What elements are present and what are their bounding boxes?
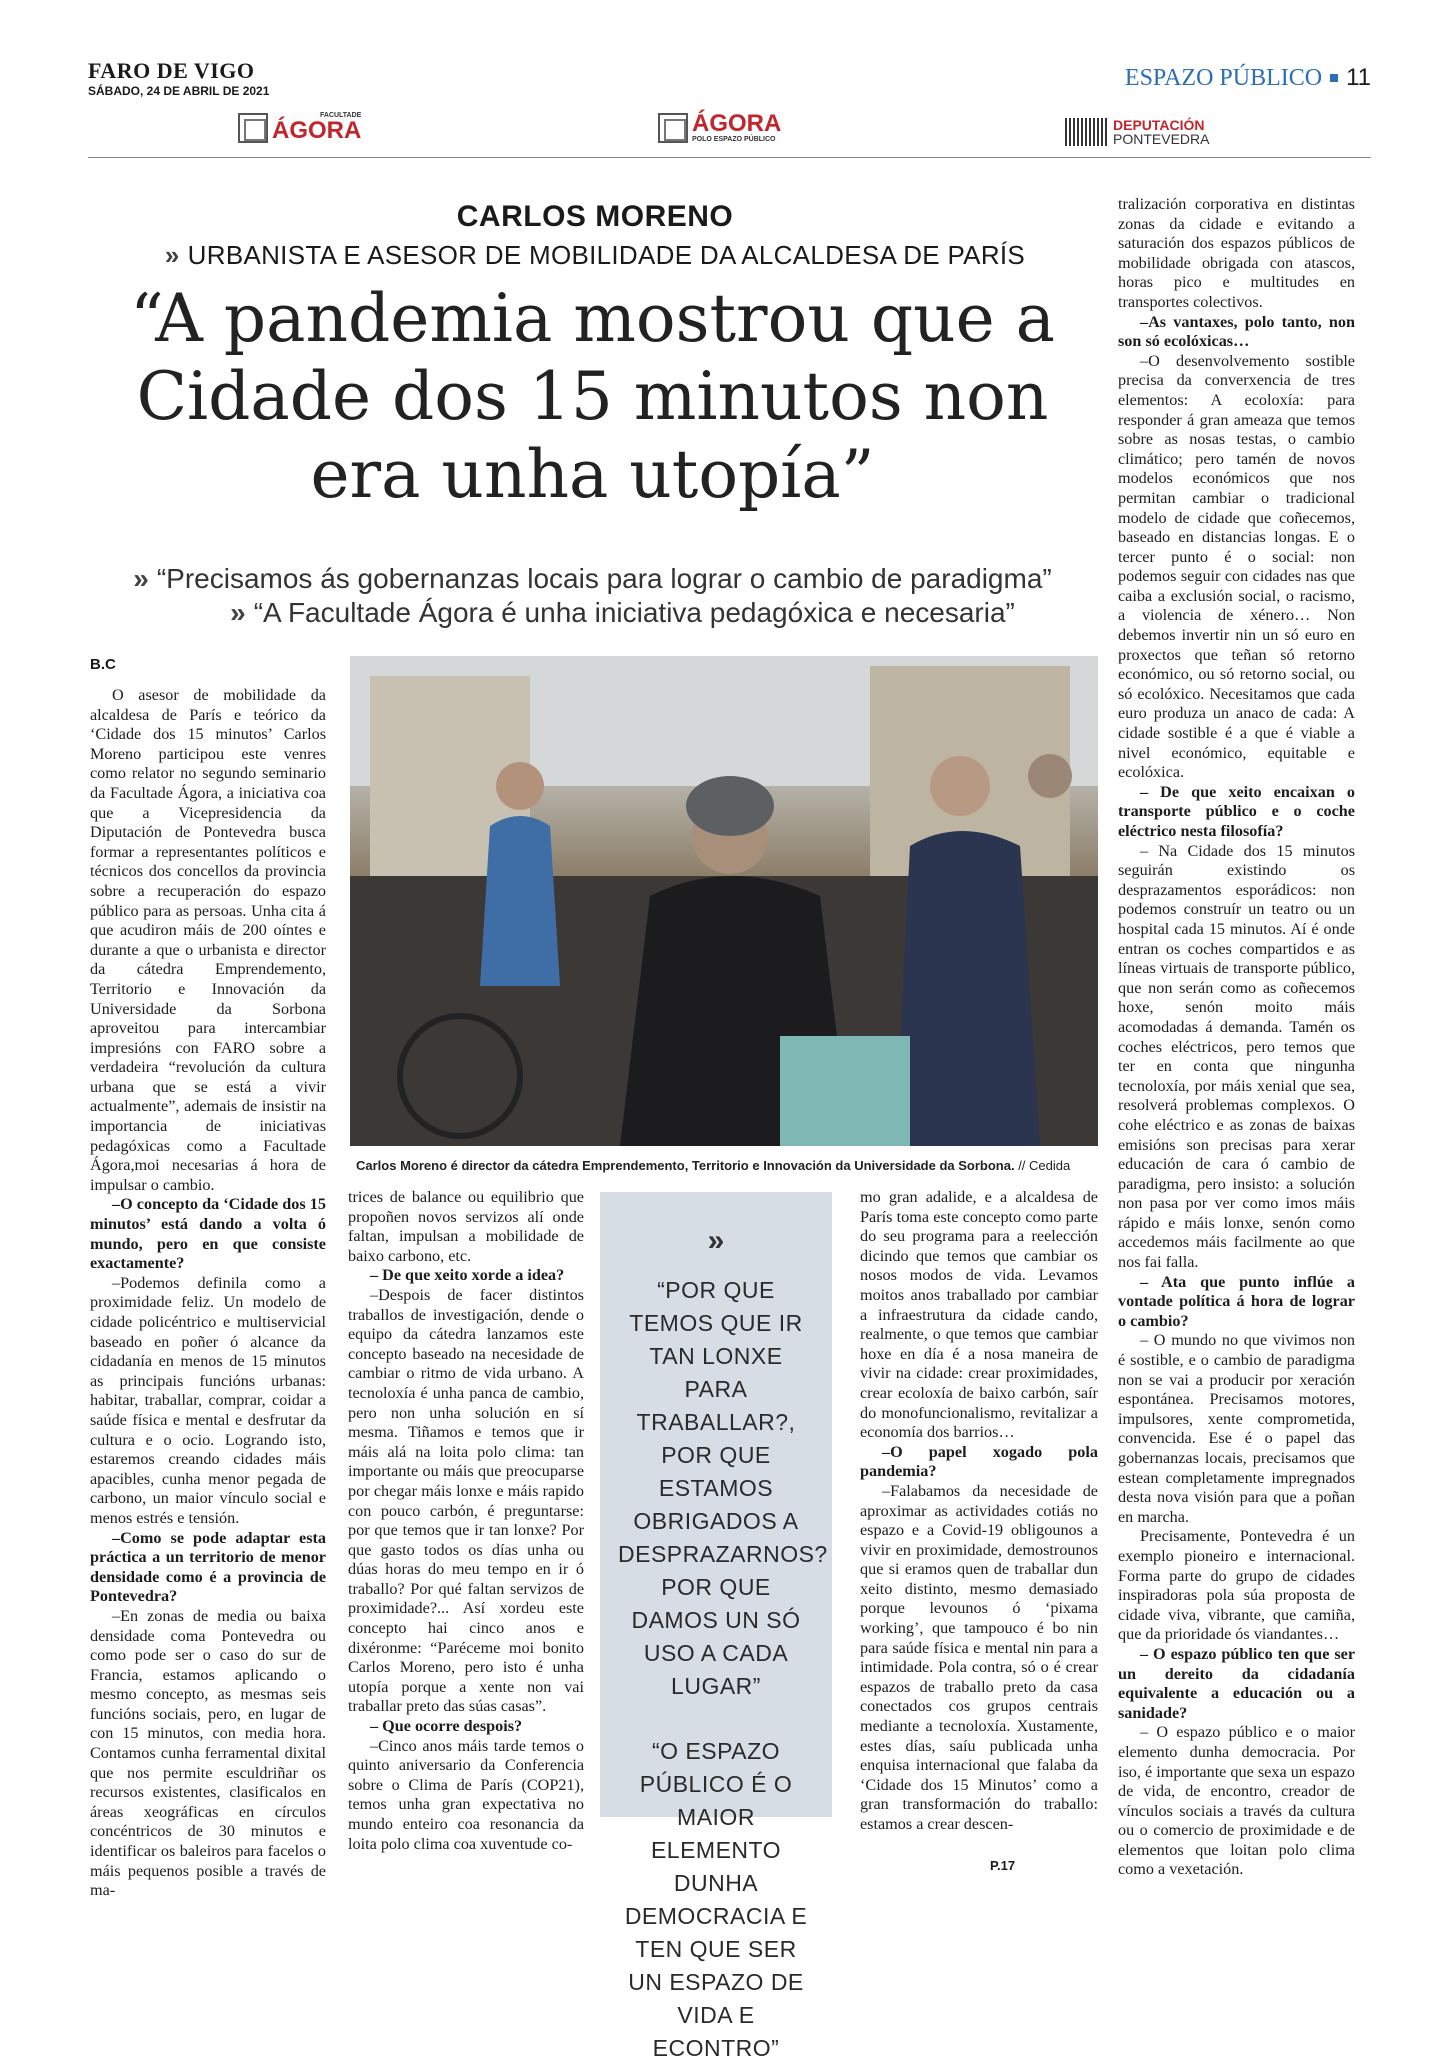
pull-quote-1: “POR QUE TEMOS QUE IR TAN LONXE PARA TRABALLAR?, POR QUE ESTAMOS OBRIGADOS A DESPRAZARNOS? POR QUE DAMOS UN SÓ USO A CADA LUGAR” (618, 1277, 828, 1699)
section-name: ESPAZO PÚBLICO (1124, 64, 1323, 91)
agora-mark-icon (238, 113, 268, 143)
article-paragraph: – O espazo público e o maior elemento dunha democracia. Por iso, é importante que sexa un espazo de vida, de encontro, creador de vínculos sociais a través da cultura ou o comercio de proximidade e de elementos que loitan polo clima como a vexetación. (1118, 1723, 1355, 1879)
photo-caption: Carlos Moreno é director da cátedra Emprendemento, Territorio e Innovación da Universidade da Sorbona. // Cedida (356, 1158, 1071, 1173)
subheadline-1: » “Precisamos ás gobernanzas locais para lograr o cambio de paradigma” (133, 563, 1052, 594)
article-paragraph: –Despois de facer distintos traballos de investigación, dende o equipo da cátedra lanzamos este concepto baseado na necesidade de cambiar o ritmo de vida urbano. A tecnoloxía é unha panca de cambio, pero non unha solución en sí mesma. Tiñamos e temos que ir máis alá na loita polo clima: tan importante ou máis que preocuparse por chegar máis lonxe e máis rapido con pouco carbón, é preguntarse: por que temos que ir tan lonxe? Por que gasto todos os días unha ou dúas horas do meu tempo en ir ó traballo? Por qué faltan servizos de proximidade?... Así xordeu este concepto hai cinco anos e dixéronme: “Paréceme moi bonito Carlos Moreno, pero isto é unha utopía porque a xente non vai traballar preto das súas casas”. (348, 1285, 584, 1716)
masthead (88, 58, 269, 98)
double-chevron-icon: » (230, 597, 246, 628)
article-paragraph: tralización corporativa en distintas zonas da cidade e evitando a saturación dos espazos públicos de mobilidade obrigada con atascos, horas pico e multitudes en transportes colectivos. (1118, 195, 1355, 311)
newspaper-name: FARO DE VIGO (88, 58, 255, 83)
article-paragraph: trices de balance ou equilibrio que propoñen novos servizos alí onde faltan, impulsan a mobilidade de baixo carbono, etc. (348, 1188, 584, 1265)
interview-question: – De que xeito xorde a idea? (370, 1266, 565, 1285)
article-paragraph: O asesor de mobilidade da alcaldesa de París e teórico da ‘Cidade dos 15 minutos’ Carlos Moreno participou este venres como relator no segundo seminario da Facultade Ágora, a iniciativa coa que a Vicepresidencia da Diputación de Pontevedra busca formar a representantes políticos e técnicos dos concellos da provincia sobre a recuperación do espazo público para as persoas. Unha cita á que acudiron máis de 200 oíntes e durante a que o urbanista e director da cátedra Emprendemento, Territorio e Innovación da Universidade da Sorbona aproveitou para intercambiar impresións con FARO sobre a verdadeira “revolución da cultura urbana que se está a vivir actualmente”, ademais de insistir na importancia de iniciativas pedagóxicas como a Facultade Ágora,moi necesarias á hora de impulsar o cambio. (90, 686, 326, 1194)
interview-question: –O concepto da ‘Cidade dos 15 minutos’ está dando a volta ó mundo, pero en que consiste exactamente? (90, 1195, 326, 1273)
article-paragraph: –En zonas de media ou baixa densidade coma Pontevedra ou como pode ser o caso do sur de Francia, estamos aplicando o mesmo concepto, as mesmas seis funcións sociais, pero, en lugar de con 15 minutos, con media hora. Contamos cunha ferramental dixital que nos permite esculdriñar os recursos existentes, clasificalos en áreas xeográficas en círculos concéntricos de 30 minutos e identificar os baleiros para facelos o máis pequenos posible a través de ma- (90, 1606, 326, 1900)
headline: “A pandemia mostrou que a Cidade dos 15 minutos non era unha utopía” (130, 280, 1055, 513)
pull-quote-2: “O ESPAZO PÚBLICO É O MAIOR ELEMENTO DUNHA DEMOCRACIA E TEN QUE SER UN ESPAZO DE VIDA E ECONTRO” (624, 1738, 808, 2061)
page-reference: P.17 (990, 1858, 1016, 1873)
square-bullet-icon (1330, 74, 1338, 82)
article-paragraph: –Podemos definila como a proximidade feliz. Un modelo de cidade policéntrico e multiservicial baseado en poñer ó alcance da cidadanía en menos de 15 minutos as principais funcións urbanas: habitar, traballar, comprar, coidar a saúde física e mental e desfrutar da cultura e o ocio. Logrando isto, estaremos creando cidades máis apacibles, cunha menor pegada de carbono, un maior vínculo social e menos estrés e tensión. (90, 1273, 326, 1527)
article-photo (350, 656, 1098, 1146)
interview-question: – De que xeito encaixan o transporte público e o coche eléctrico nesta filosofía? (1118, 782, 1355, 840)
issue-date: SÁBADO, 24 DE ABRIL DE 2021 (88, 84, 270, 98)
article-paragraph: –Falabamos da necesidade de aproximar as actividades cotiás no espazo e a Covid-19 obligounos a vivir en proximidade, demostrounos que si eramos quen de traballar dun xeito distinto, mesmo demasiado porque levounos ó ‘pixama working’, que tampouco é bo nin para saúde física e mental nin para a intimidade. Pola contra, só o é crear espazos de traballo preto da casa conectados cos grupos centrais mediante a tecnoloxía. Xustamente, estes días, saíu publicada unha enquisa internacional que falaba da ‘Cidade dos 15 Minutos’ como a gran transformación do traballo: estamos a crear descen- (860, 1481, 1098, 1833)
article-paragraph: – O mundo no que vivimos non é sostible, e o cambio de paradigma non se vai a producir por xeración espontánea. Precisamos motores, impulsores, xente comprometida, convencida. Ese é o papel das gobernanzas locais, precisamos que estean completamente impregnados desta nova visión para que a poñan en marcha. (1118, 1331, 1355, 1526)
agora-mark-icon (658, 113, 688, 143)
interview-question: – Que ocorre despois? (370, 1717, 523, 1736)
section-label (1125, 64, 1371, 92)
double-chevron-icon: » (164, 240, 180, 270)
photo-credit: // Cedida (1014, 1158, 1071, 1173)
cyclists-photo-illustration (350, 656, 1098, 1146)
article-paragraph: Precisamente, Pontevedra é un exemplo pioneiro e internacional. Forma parte do grupo de cidades inspiradoras pola súa proposta de cidade viva, vibrante, que camiña, que da prioridade ós viandantes… (1118, 1527, 1355, 1644)
deputacion-emblem-icon (1065, 118, 1109, 146)
text-column-2 (348, 1188, 584, 1854)
article-paragraph: –O desenvolvemento sostible precisa da converxencia de tres elementos: A ecoloxía: para responder á gran ameaza que temos sobre as nosas testas, o cambio climático; pero tamén de novos modelos económicos que nos permitan cambiar o tradicional modelo de cidade que coñecemos, baseado en distancias longas. E o tercer punto é o social: non podemos seguir con cidades nas que caiba a exclusión social, o racismo, a violencia de xénero… Non debemos invertir nin un só euro en proxectos que teñan só retorno económico, ou só retorno social, ou só ecolóxico. Necesitamos que cada euro produza un anaco de cada: A cidade sostible é a que é viable a nivel económico, equitable e ecolóxica. (1118, 351, 1355, 782)
facultade-agora-logo: FACULTADE ÁGORA (238, 112, 361, 143)
article-paragraph: – Na Cidade dos 15 minutos seguirán existindo os desprazamentos esporádicos: non podemos construír un teatro ou un hospital cada 15 minutos. Aí é onde entran os coches compartidos e as líneas virtuais de transporte público, que non serán como as coñecemos hoxe, senón moito máis acomodadas á demanda. Tamén os coches eléctricos, pero temos que ter en conta que ningunha tecnoloxía, por máis xenial que sea, resolverá problemas complexos. O cohe eléctrico e as zonas de baixas emisións son precisas para xerar educación de cara ó cambio de paradigma, pero insisto: a solución non pasa por ver como imos máis rápido e máis lonxe, senón como accedemos máis facilmente ao que nos fai falla. (1118, 841, 1355, 1272)
deputacion-pontevedra-logo: DEPUTACIÓN PONTEVEDRA (1065, 118, 1209, 146)
interview-question: – Ata que punto inflúe a vontade política á hora de lograr o cambio? (1118, 1272, 1355, 1330)
double-chevron-icon: » (133, 563, 149, 594)
page-number: 11 (1346, 64, 1371, 91)
double-chevron-icon: » (707, 1224, 725, 1257)
agora-espazo-publico-logo: ÁGORA POLO ESPAZO PÚBLICO (658, 112, 781, 143)
subheadline-2: » “A Facultade Ágora é unha iniciativa pedagóxica e necesaria” (230, 597, 1015, 628)
article-paragraph: –Cinco anos máis tarde temos o quinto aniversario da Conferencia sobre o Clima de París (COP21), temos unha gran expectativa no mundo enteiro coa resonancia da loita polo clima coa xuventude co- (348, 1736, 584, 1853)
interview-question: –Como se pode adaptar esta práctica a un territorio de menor densidade como é a provincia de Pontevedra? (90, 1528, 326, 1606)
text-column-1 (90, 686, 326, 1901)
pull-quote-box (600, 1192, 832, 2061)
subheadlines (100, 562, 1085, 630)
interview-question: – O espazo público ten que ser un dereito da cidadanía equivalente a educación ou a sanidade? (1118, 1644, 1355, 1722)
interviewee-role: » URBANISTA E ASESOR DE MOBILIDADE DA ALCALDESA DE PARÍS (164, 240, 1026, 270)
article-paragraph: mo gran adalide, e a alcaldesa de París toma este concepto como parte do seu programa para a reelección dicindo que temos que cambiar os nosos modos de vida. Levamos moitos anos traballado por cambiar a infraestrutura da cidade cando, realmente, o que temos que cambiar hoxe en día é a nosa maneira de vivir na cidade: crear proximidades, crear ecoloxía de baixo carbón, saír do monofuncionalismo, revitalizar a economía dos barrios… (860, 1188, 1098, 1442)
header-divider (88, 157, 1371, 158)
byline: B.C (90, 656, 116, 673)
interview-question: –O papel xogado pola pandemia? (860, 1442, 1098, 1481)
text-column-4 (1118, 195, 1355, 1880)
interview-question: –As vantaxes, polo tanto, non son só ecolóxicas… (1118, 312, 1355, 351)
text-column-3 (860, 1188, 1098, 1835)
interviewee-name: CARLOS MORENO (456, 200, 734, 233)
